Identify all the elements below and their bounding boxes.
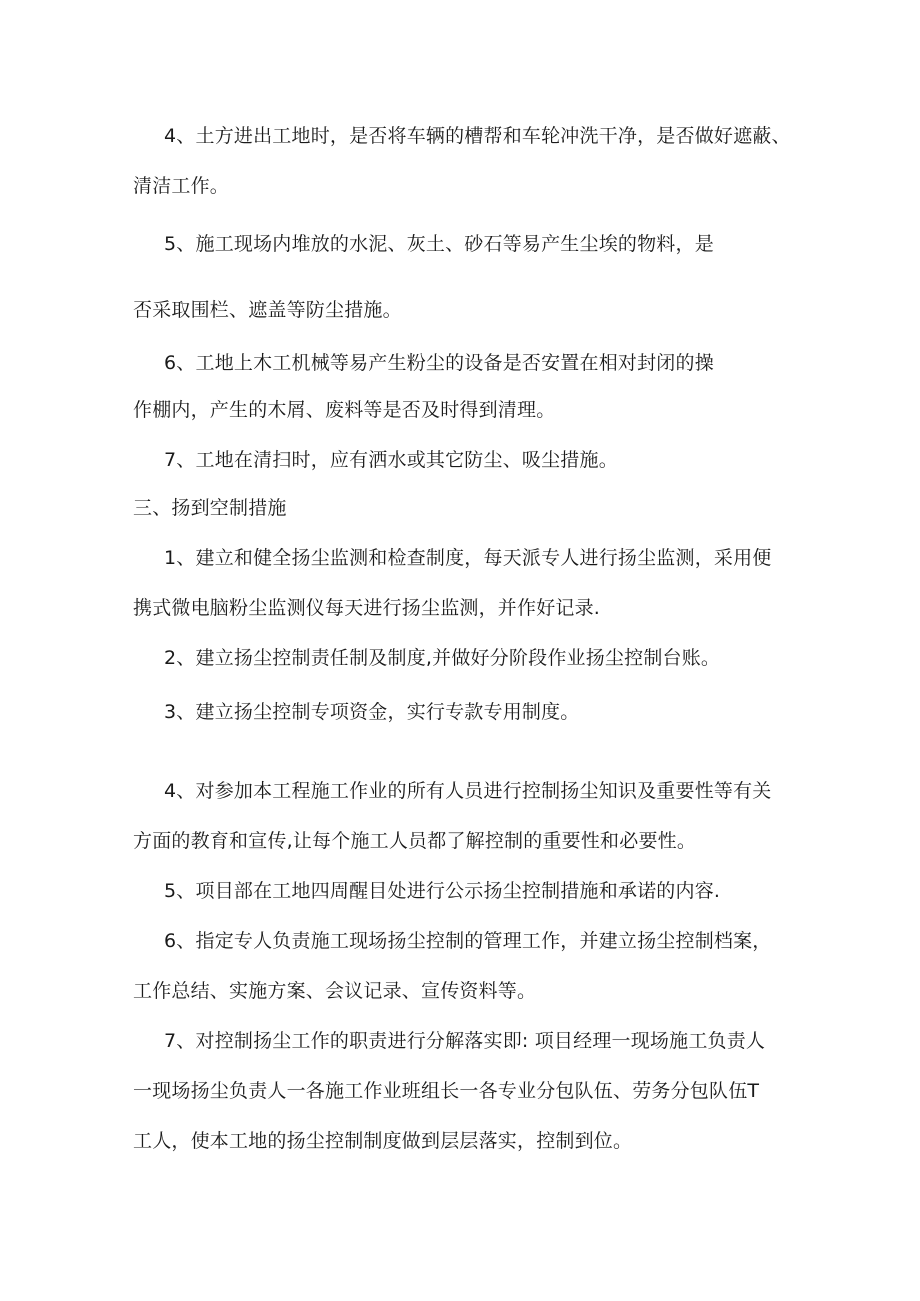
text-line: 7、对控制扬尘工作的职责进行分解落实即: 项目经理一现场施工负责人 — [164, 1030, 766, 1052]
text-line: 3、建立扬尘控制专项资金，实行专款专用制度。 — [164, 701, 580, 723]
text-line: 4、对参加本工程施工作业的所有人员进行控制扬尘知识及重要性等有关 — [164, 780, 772, 802]
text-line: 作棚内，产生的木屑、废料等是否及时得到清理。 — [133, 399, 556, 421]
text-line: 携式微电脑粉尘监测仪每天进行扬尘监测，并作好记录. — [133, 597, 601, 619]
text-line: 否采取围栏、遮盖等防尘措施。 — [133, 299, 402, 321]
text-line: 7、工地在清扫时，应有洒水或其它防尘、吸尘措施。 — [164, 449, 618, 471]
text-line: 工人，使本工地的扬尘控制制度做到层层落实，控制到位。 — [133, 1130, 633, 1152]
text-line: 2、建立扬尘控制责任制及制度,并做好分阶段作业扬尘控制台账。 — [164, 647, 721, 669]
text-line: 6、工地上木工机械等易产生粉尘的设备是否安置在相对封闭的操 — [164, 352, 714, 374]
text-line: 6、指定专人负责施工现场扬尘控制的管理工作，并建立扬尘控制档案， — [164, 930, 772, 952]
text-line: 清洁工作。 — [133, 175, 230, 197]
text-line: 5、施工现场内堆放的水泥、灰土、砂石等易产生尘埃的物料，是 — [164, 233, 714, 255]
text-line: 方面的教育和宣传,让每个施工人员都了解控制的重要性和必要性。 — [133, 830, 697, 852]
text-line: 5、项目部在工地四周醒目处进行公示扬尘控制措施和承诺的内容. — [164, 880, 721, 902]
text-line: 4、土方进出工地时，是否将车辆的槽帮和车轮冲洗干净，是否做好遮蔽、 — [164, 125, 791, 147]
text-line: 1、建立和健全扬尘监测和检查制度，每天派专人进行扬尘监测，采用便 — [164, 547, 772, 569]
text-line: 一现场扬尘负责人一各施工作业班组长一各专业分包队伍、劳务分包队伍T — [133, 1080, 760, 1102]
text-line: 工作总结、实施方案、会议记录、宣传资料等。 — [133, 980, 537, 1002]
section-heading: 三、扬到空制措施 — [133, 497, 287, 519]
